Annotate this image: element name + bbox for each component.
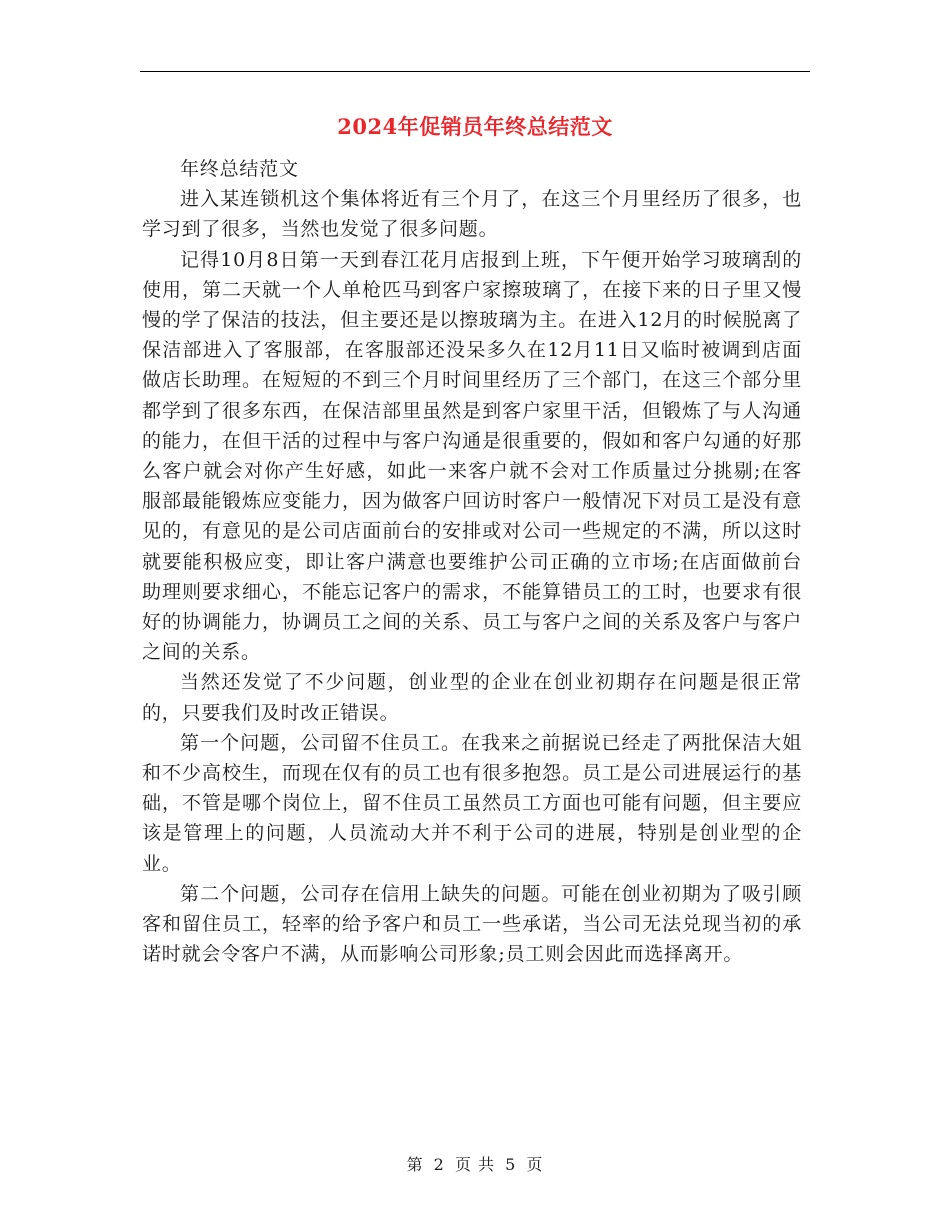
paragraph-problems-intro: 当然还发觉了不少问题，创业型的企业在创业初期存在问题是很正常的，只要我们及时改正错误。 bbox=[142, 671, 802, 724]
document-body bbox=[142, 154, 802, 969]
footer-suffix: 页 bbox=[526, 1155, 544, 1174]
paragraph-problem-two: 第二个问题，公司存在信用上缺失的问题。可能在创业初期为了吸引顾客和留住员工，轻率的给予客户和员工一些承诺，当公司无法兑现当初的承诺时就会令客户不满，从而影响公司形象;员工则会因此而选择离开。 bbox=[142, 882, 802, 966]
paragraph-experience: 记得10月8日第一天到春江花月店报到上班，下午便开始学习玻璃刮的使用，第二天就一个人单枪匹马到客户家擦玻璃了，在接下来的日子里又慢慢的学了保洁的技法，但主要还是以擦玻璃为主。在进入12月的时候脱离了保洁部进入了客服部，在客服部还没呆多久在12月11日又临时被调到店面做店长助理。在短短的不到三个月时间里经历了三个部门，在这三个部分里都学到了很多东西，在保洁部里虽然是到客户家里干活，但锻炼了与人沟通的能力，在但干活的过程中与客户沟通是很重要的，假如和客户勾通的好那么客户就会对你产生好感，如此一来客户就不会对工作质量过分挑剔;在客服部最能锻炼应变能力，因为做客户回访时客户一般情况下对员工是没有意见的，有意见的是公司店面前台的安排或对公司一些规定的不满，所以这时就要能积极应变，即让客户满意也要维护公司正确的立市场;在店面做前台助理则要求细心，不能忘记客户的需求，不能算错员工的工时，也要求有很好的协调能力，协调员工之间的关系、员工与客户之间的关系及客户与客户之间的关系。 bbox=[142, 248, 802, 664]
document-title: 2024年促销员年终总结范文 bbox=[337, 114, 613, 139]
paragraph-subtitle: 年终总结范文 bbox=[180, 158, 299, 180]
paragraph-intro: 进入某连锁机这个集体将近有三个月了，在这三个月里经历了很多，也学习到了很多，当然也发觉了很多问题。 bbox=[142, 188, 802, 241]
paragraph-problem-one: 第一个问题，公司留不住员工。在我来之前据说已经走了两批保洁大姐和不少高校生，而现在仅有的员工也有很多抱怨。员工是公司进展运行的基础，不管是哪个岗位上，留不住员工虽然员工方面也可能有问题，但主要应该是管理上的问题，人员流动大并不利于公司的进展，特别是创业型的企业。 bbox=[142, 731, 802, 875]
page-footer bbox=[0, 1152, 950, 1175]
footer-current-page: 2 bbox=[433, 1155, 445, 1174]
footer-middle: 页 共 bbox=[454, 1155, 496, 1174]
footer-total-pages: 5 bbox=[505, 1155, 517, 1174]
header-rule bbox=[140, 71, 810, 72]
footer-prefix: 第 bbox=[406, 1155, 424, 1174]
